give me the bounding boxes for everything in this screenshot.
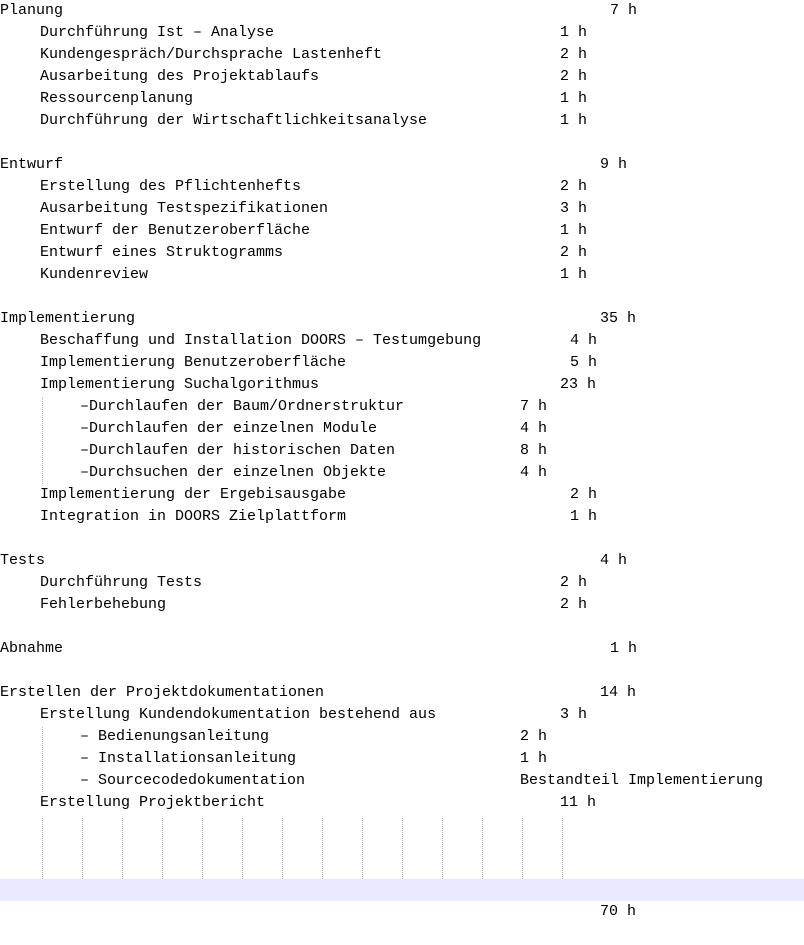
line-label: Entwurf [0,156,64,173]
document-line[interactable] [0,176,804,198]
document-line[interactable] [0,506,804,528]
document-line[interactable] [0,88,804,110]
document-line[interactable] [0,572,804,594]
line-hours: 3 h [560,706,588,723]
line-label: Erstellung Projektbericht [40,794,266,811]
line-hours: 2 h [560,178,588,195]
document-line[interactable] [0,66,804,88]
line-label: Integration in DOORS Zielplattform [40,508,347,525]
line-hours: 2 h [560,46,588,63]
line-label: Planung [0,2,64,19]
total-hours: 70 h [600,903,637,920]
line-hours: 1 h [560,266,588,283]
line-hours: 2 h [570,486,598,503]
indent-guide [82,818,83,879]
document-line[interactable] [0,704,804,726]
line-label: Entwurf eines Struktogramms [40,244,284,261]
line-label: Implementierung der Ergebisausgabe [40,486,347,503]
line-hours: 7 h [520,398,548,415]
line-label: Durchführung Ist – Analyse [40,24,275,41]
document-line[interactable] [0,792,804,814]
line-label: –Durchlaufen der Baum/Ordnerstruktur [80,398,405,415]
line-hours: 2 h [560,244,588,261]
line-hours: 7 h [610,2,638,19]
line-label: Erstellen der Projektdokumentationen [0,684,325,701]
line-label: Entwurf der Benutzeroberfläche [40,222,311,239]
line-hours: 1 h [560,112,588,129]
empty-line[interactable] [0,132,804,154]
document-line[interactable] [0,374,804,396]
document-line[interactable] [0,396,804,418]
indent-guide [122,818,123,879]
line-hours: 1 h [560,24,588,41]
line-label: Ausarbeitung des Projektablaufs [40,68,320,85]
line-hours: 11 h [560,794,597,811]
line-hours: 4 h [600,552,628,569]
indent-guide [522,818,523,879]
line-label: –Durchlaufen der einzelnen Module [80,420,378,437]
document-line[interactable] [0,748,804,770]
total-line[interactable] [0,879,804,920]
empty-line[interactable] [0,528,804,550]
document-line[interactable] [0,22,804,44]
indent-guide [482,818,483,879]
line-hours: 1 h [610,640,638,657]
indent-guide [42,818,43,879]
document-line[interactable] [0,462,804,484]
document-line[interactable] [0,264,804,286]
line-label: Ausarbeitung Testspezifikationen [40,200,329,217]
document-line[interactable] [0,726,804,748]
line-hours: 4 h [520,464,548,481]
document-line[interactable] [0,198,804,220]
line-hours: 14 h [600,684,637,701]
document-line[interactable] [0,330,804,352]
line-label: Ressourcenplanung [40,90,194,107]
document-line[interactable] [0,484,804,506]
indent-guide [442,818,443,879]
line-hours: 1 h [520,750,548,767]
line-label: Implementierung [0,310,136,327]
indent-guide [282,818,283,879]
document-line[interactable] [0,550,804,572]
line-hours: 9 h [600,156,628,173]
line-label: Implementierung Suchalgorithmus [40,376,320,393]
line-label: – Installationsanleitung [80,750,297,767]
line-hours: 23 h [560,376,597,393]
line-label: Implementierung Benutzeroberfläche [40,354,347,371]
line-hours: Bestandteil Implementierung [520,772,764,789]
document-line[interactable] [0,0,804,22]
line-hours: 2 h [520,728,548,745]
document-line[interactable] [0,220,804,242]
line-label: – Sourcecodedokumentation [80,772,306,789]
line-hours: 2 h [560,68,588,85]
line-hours: 3 h [560,200,588,217]
empty-line[interactable] [0,286,804,308]
indent-guide [162,818,163,879]
line-label: Durchführung Tests [40,574,203,591]
line-hours: 5 h [570,354,598,371]
indent-guide [202,818,203,879]
line-hours: 1 h [570,508,598,525]
line-hours: 2 h [560,596,588,613]
line-hours: 35 h [600,310,637,327]
document-line[interactable] [0,110,804,132]
document-line[interactable] [0,594,804,616]
line-label: Durchführung der Wirtschaftlichkeitsanalyse [40,112,428,129]
document-line[interactable] [0,440,804,462]
indent-guide [322,818,323,879]
document-line[interactable] [0,352,804,374]
indent-guide [362,818,363,879]
line-label: Kundengespräch/Durchsprache Lastenheft [40,46,383,63]
line-label: –Durchlaufen der historischen Daten [80,442,396,459]
document-line[interactable] [0,638,804,660]
line-hours: 1 h [560,90,588,107]
indent-guide [242,818,243,879]
document-line[interactable] [0,44,804,66]
document-line[interactable] [0,154,804,176]
line-label: –Durchsuchen der einzelnen Objekte [80,464,387,481]
document-line[interactable] [0,308,804,330]
line-hours: 2 h [560,574,588,591]
empty-line[interactable] [0,660,804,682]
indent-guide [402,818,403,879]
indent-guide [562,818,563,879]
line-label: – Bedienungsanleitung [80,728,270,745]
line-label: Abnahme [0,640,64,657]
line-label: Erstellung des Pflichtenhefts [40,178,302,195]
line-hours: 4 h [520,420,548,437]
document-line[interactable] [0,770,804,792]
line-hours: 8 h [520,442,548,459]
line-hours: 4 h [570,332,598,349]
line-label: Kundenreview [40,266,149,283]
line-label: Fehlerbehebung [40,596,167,613]
line-hours: 1 h [560,222,588,239]
document-line[interactable] [0,242,804,264]
line-label: Erstellung Kundendokumentation bestehend aus [40,706,437,723]
document-line[interactable] [0,418,804,440]
line-label: Beschaffung und Installation DOORS – Testumgebung [40,332,482,349]
document-line[interactable] [0,682,804,704]
empty-line[interactable] [0,616,804,638]
line-label: Tests [0,552,46,569]
